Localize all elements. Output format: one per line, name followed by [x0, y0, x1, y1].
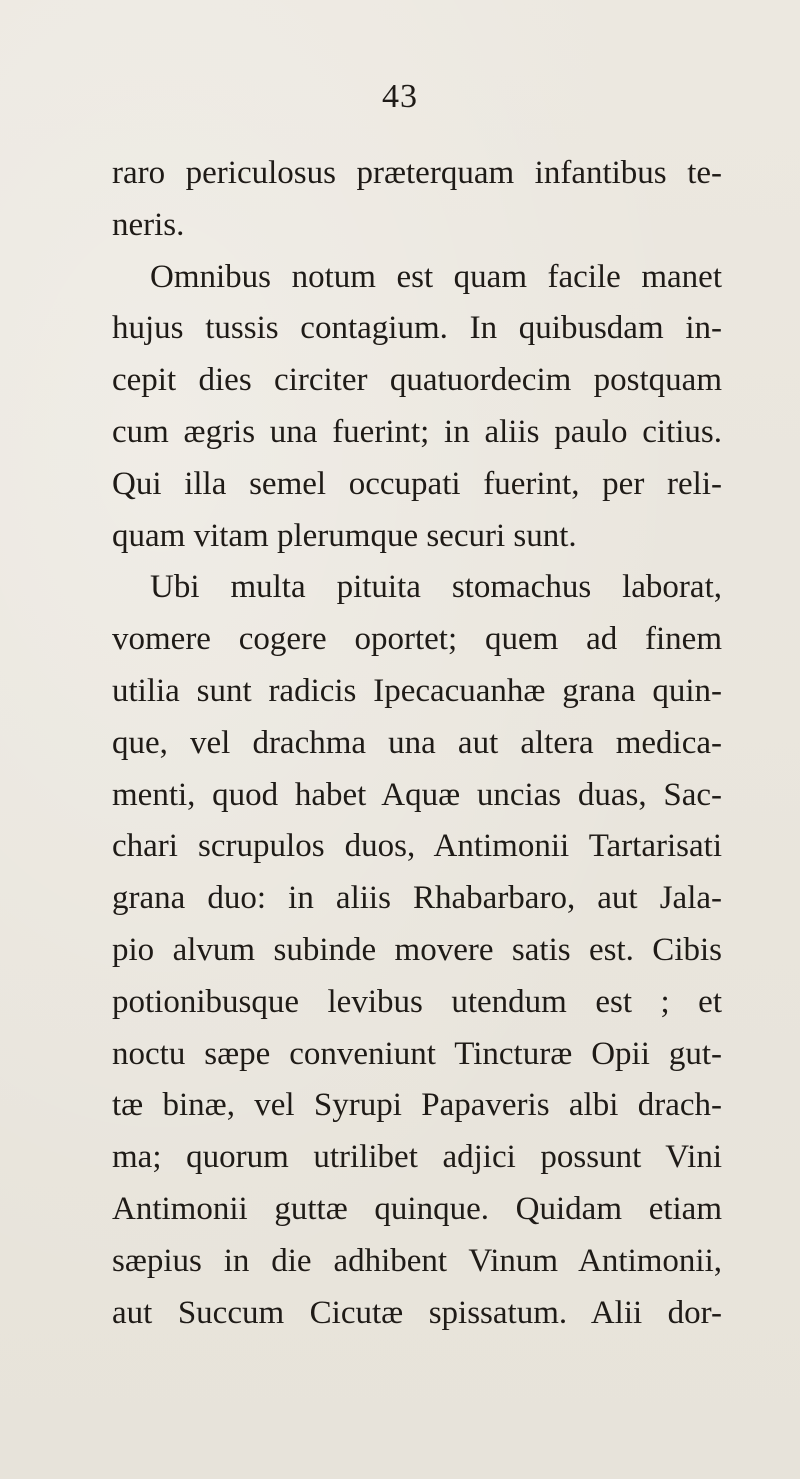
- text-line: Antimonii guttæ quinque. Quidam etiam: [112, 1190, 722, 1227]
- text-line: potionibusque levibus utendum est ; et: [112, 983, 722, 1020]
- text-line: Qui illa semel occupati fuerint, per reli-: [112, 465, 722, 502]
- text-line: neris.: [112, 206, 185, 243]
- text-line: utilia sunt radicis Ipecacuanhæ grana quin-: [112, 672, 722, 709]
- text-line: pio alvum subinde movere satis est. Cibis: [112, 931, 722, 968]
- text-line: que, vel drachma una aut altera medica-: [112, 724, 722, 761]
- text-line: cum ægris una fuerint; in aliis paulo citius.: [112, 413, 722, 450]
- text-line: menti, quod habet Aquæ uncias duas, Sac-: [112, 776, 722, 813]
- page-number: 43: [382, 78, 418, 115]
- text-line: chari scrupulos duos, Antimonii Tartarisati: [112, 828, 722, 865]
- text-line: Ubi multa pituita stomachus laborat,: [150, 569, 722, 606]
- text-line: sæpius in die adhibent Vinum Antimonii,: [112, 1242, 722, 1279]
- body-text: [112, 148, 722, 1339]
- text-line: cepit dies circiter quatuordecim postquam: [112, 362, 722, 399]
- text-line: ma; quorum utrilibet adjici possunt Vini: [112, 1139, 722, 1176]
- text-line: grana duo: in aliis Rhabarbaro, aut Jala-: [112, 880, 722, 917]
- text-line: Omnibus notum est quam facile manet: [150, 258, 722, 295]
- text-line: raro periculosus præterquam infantibus te-: [112, 155, 722, 191]
- text-line: quam vitam plerumque securi sunt.: [112, 517, 577, 554]
- text-line: aut Succum Cicutæ spissatum. Alii dor-: [112, 1294, 722, 1331]
- text-line: tæ binæ, vel Syrupi Papaveris albi drach-: [112, 1087, 722, 1124]
- text-line: vomere cogere oportet; quem ad finem: [112, 621, 722, 658]
- text-line: hujus tussis contagium. In quibusdam in-: [112, 310, 722, 347]
- text-line: noctu sæpe conveniunt Tincturæ Opii gut-: [112, 1035, 722, 1072]
